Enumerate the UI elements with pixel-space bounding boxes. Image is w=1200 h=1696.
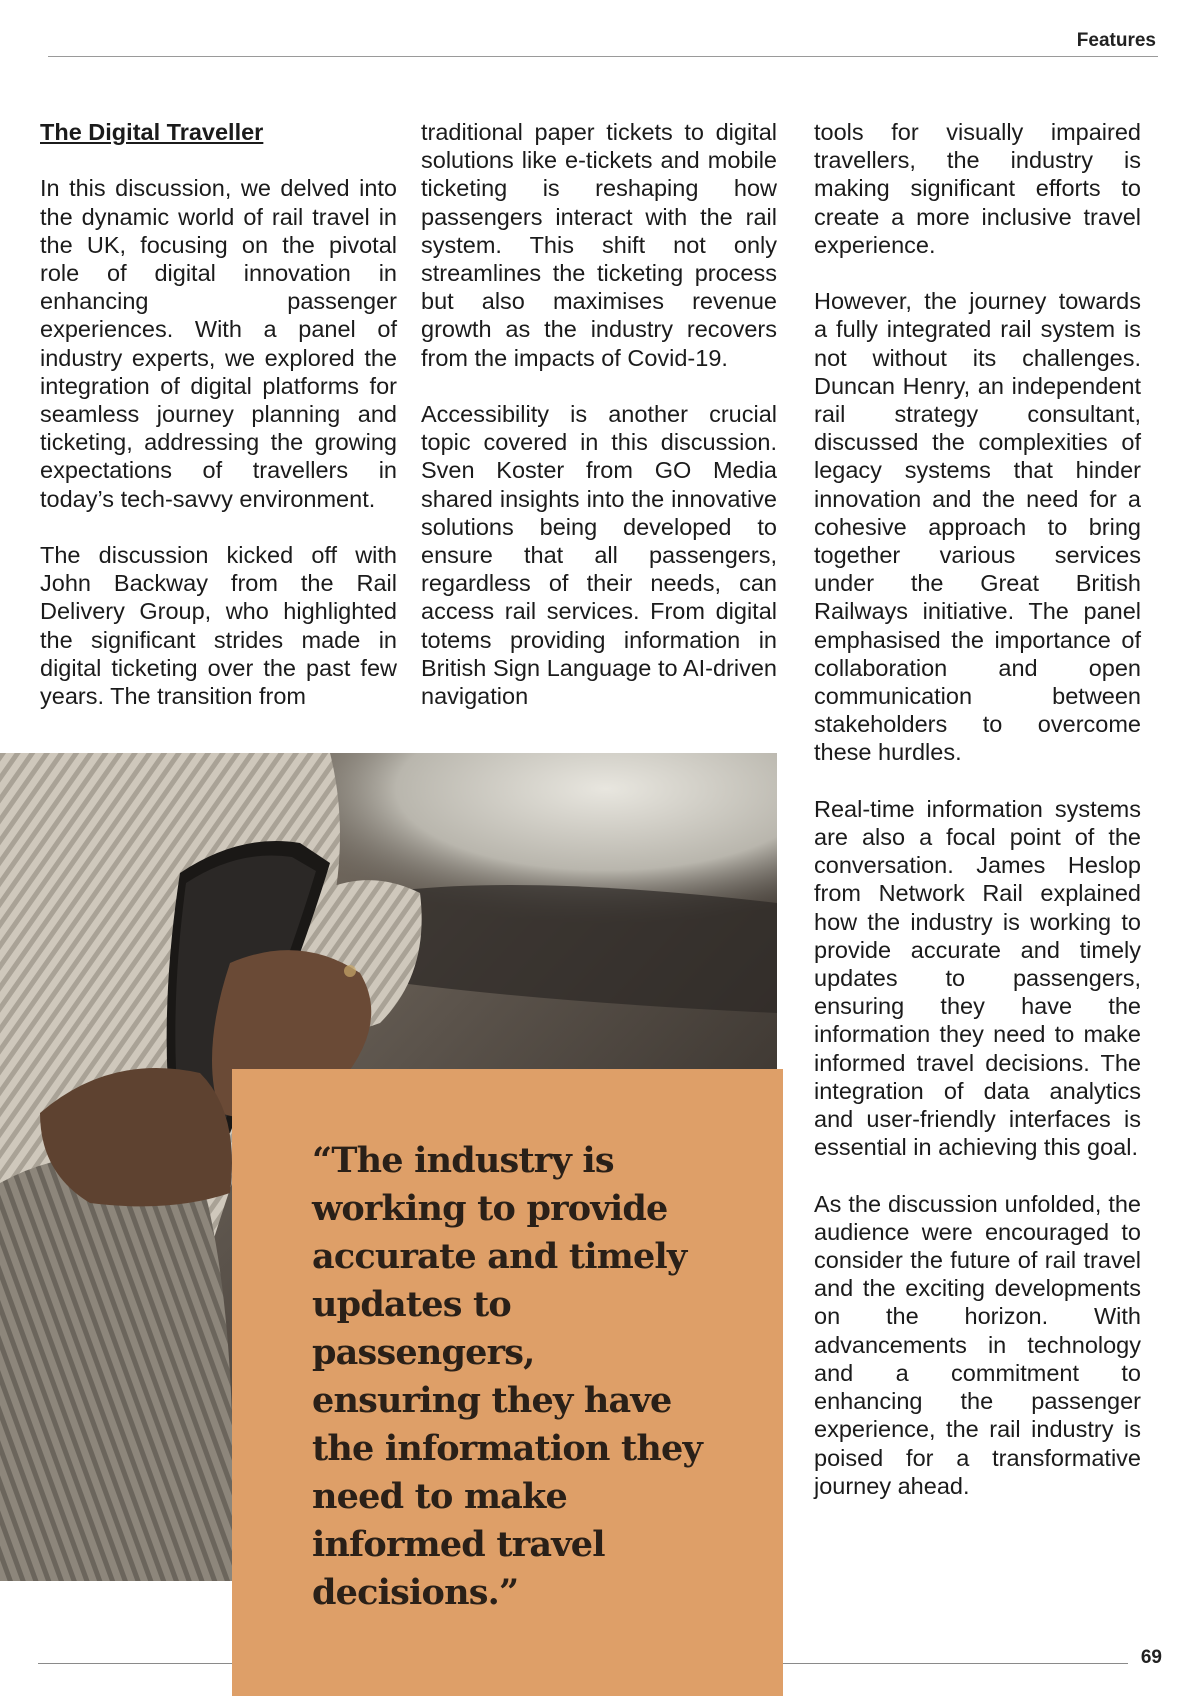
pull-quote-text: “The industry is working to provide accurate and timely updates to passengers, ensuring they have the information they need to make informed travel decisions.”	[312, 1140, 703, 1613]
column-1-paragraph-1: In this discussion, we delved into the dynamic world of rail travel in the UK, focusing on the pivotal role of digital innovation in enhancing passenger experiences. With a panel of industry experts, we explored the integration of digital platforms for seamless journey planning and ticketing, addressing the growing expectations of travellers in today’s tech-savvy environment.	[40, 175, 397, 512]
column-3-paragraph-1: tools for visually impaired travellers, the industry is making significant efforts to create a more inclusive travel experience.	[814, 119, 1141, 258]
pull-quote-box	[232, 1069, 783, 1696]
column-3-paragraph-4: As the discussion unfolded, the audience were encouraged to consider the future of rail travel and the exciting developments on the horizon. With advancements in technology and a commitment to enhancing the passenger experience, the rail industry is poised for a transformative journey ahead.	[814, 1190, 1141, 1499]
section-label: Features	[1076, 30, 1156, 51]
footer-divider-right	[783, 1663, 1128, 1664]
header-divider	[48, 56, 1158, 57]
column-3-paragraph-3: Real-time information systems are also a focal point of the conversation. James Heslop from Network Rail explained how the industry is working to provide accurate and timely updates to passengers, ensuring they have the information they need to make informed travel decisions. The integration of data analytics and user-friendly interfaces is essential in achieving this goal.	[814, 795, 1141, 1161]
column-2-paragraph-1: traditional paper tickets to digital solutions like e-tickets and mobile ticketing is reshaping how passengers interact with the rail system. This shift not only streamlines the ticketing process but also maximises revenue growth as the industry recovers from the impacts of Covid-19.	[421, 119, 777, 371]
column-2-paragraph-2: Accessibility is another crucial topic covered in this discussion. Sven Koster from GO Media shared insights into the innovative solutions being developed to ensure that all passengers, regardless of their needs, can access rail services. From digital totems providing information in British Sign Language to AI-driven navigation	[421, 401, 777, 710]
article-column-2	[421, 118, 777, 710]
article-column-3	[814, 118, 1141, 1500]
article-title: The Digital Traveller	[40, 119, 264, 145]
page-number: 69	[1140, 1647, 1162, 1668]
column-1-paragraph-2: The discussion kicked off with John Backway from the Rail Delivery Group, who highlighted the significant strides made in digital ticketing over the past few years. The transition from	[40, 542, 397, 710]
article-column-1	[40, 118, 397, 710]
column-3-paragraph-2: However, the journey towards a fully integrated rail system is not without its challenges. Duncan Henry, an independent rail strategy consultant, discussed the complexities of legacy systems that hinder innovation and the need for a cohesive approach to bring together various services under the Great British Railways initiative. The panel emphasised the importance of collaboration and open communication between stakeholders to overcome these hurdles.	[814, 288, 1141, 766]
footer-divider-left	[38, 1663, 232, 1664]
